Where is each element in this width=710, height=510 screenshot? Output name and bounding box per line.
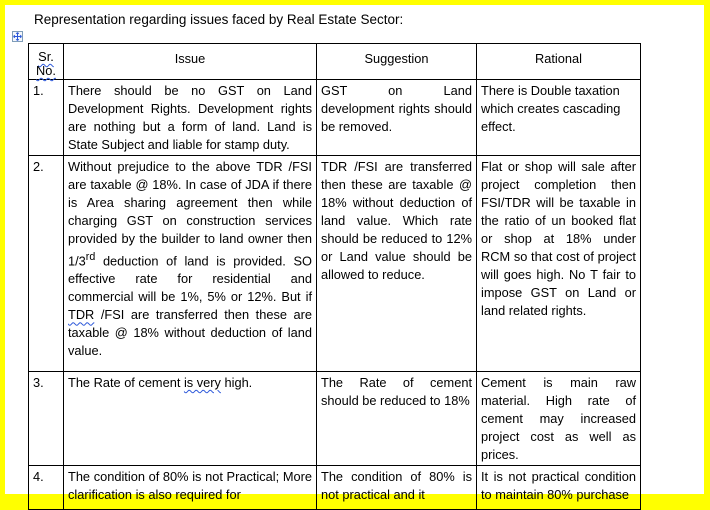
table-row: [29, 372, 641, 466]
table-row: [29, 80, 641, 156]
row-4-sr: 4.: [29, 466, 64, 510]
row-3-issue: [64, 372, 317, 466]
row-3-suggestion: The Rate of cement should be reduced to 18%: [317, 372, 477, 466]
header-suggestion: Suggestion: [317, 44, 477, 80]
header-issue: Issue: [64, 44, 317, 80]
row-2-suggestion: TDR /FSI are transferred then these are taxable @ 18% without deduction of land value. Which rate should be reduced to 12% or Land value should be allowed to reduce.: [317, 156, 477, 372]
header-rational: Rational: [477, 44, 641, 80]
row-3-issue-text-b: high.: [220, 375, 253, 390]
table-row: [29, 466, 641, 510]
table-move-handle-icon[interactable]: [12, 31, 23, 42]
row-2-issue-superscript: rd: [85, 251, 96, 263]
row-1-suggestion: GST on Land development rights should be removed.: [317, 80, 477, 156]
row-3-issue-text-a: The Rate of cement: [68, 375, 184, 390]
table-header-row: [29, 44, 641, 80]
row-1-sr: 1.: [29, 80, 64, 156]
row-2-issue: [64, 156, 317, 372]
row-1-rational: There is Double taxation which creates cascading effect.: [477, 80, 641, 156]
header-sr-line1: Sr.: [38, 49, 54, 64]
header-sr-no: [29, 44, 64, 80]
table-row: [29, 156, 641, 372]
row-2-issue-text-b: deduction of land is provided. SO effective rate for residential and commercial will be 1%, 5% or 12%. But if: [68, 253, 312, 305]
row-4-suggestion: The condition of 80% is not practical and it: [317, 466, 477, 510]
row-2-sr: 2.: [29, 156, 64, 372]
row-3-rational: Cement is main raw material. High rate of cement may increased project cost as well as prices.: [477, 372, 641, 466]
row-4-rational: It is not practical condition to maintain 80% purchase: [477, 466, 641, 510]
header-sr-line2: No.: [36, 63, 56, 78]
document-heading: Representation regarding issues faced by Real Estate Sector:: [34, 12, 404, 27]
row-2-issue-text-c: /FSI are transferred then these are taxable @ 18% without deduction of land value.: [68, 307, 312, 359]
row-2-rational: Flat or shop will sale after project completion then FSI/TDR will be taxable in the ratio of un booked flat or shop at 18% under RCM so that cost of project will goes high. No T fair to impose GST on Land or land related rights.: [477, 156, 641, 372]
row-2-issue-spellcheck-word: TDR: [68, 307, 95, 323]
row-1-issue: There should be no GST on Land Development Rights. Development rights are nothing but a form of land. Land is State Subject and liable for stamp duty.: [64, 80, 317, 156]
row-3-issue-spellcheck-word: is very: [183, 375, 221, 390]
row-4-issue: The condition of 80% is not Practical; More clarification is also required for: [64, 466, 317, 510]
document-page: [5, 5, 704, 502]
issues-table: [28, 43, 641, 510]
row-3-sr: 3.: [29, 372, 64, 466]
row-2-issue-text-a: Without prejudice to the above TDR /FSI are taxable @ 18%. In case of JDA if there is Area sharing agreement then while charging GST on construction services provided by the builder to land owner then 1/3: [68, 159, 312, 269]
